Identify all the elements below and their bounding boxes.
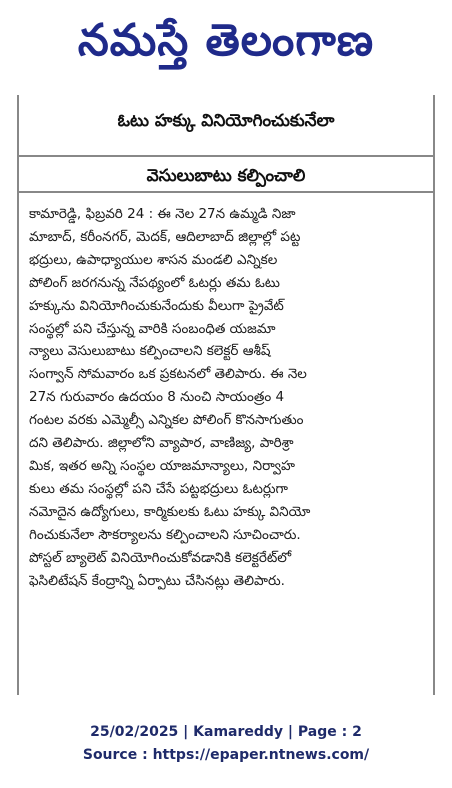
body-line: న్యాలు వెసులుబాటు కల్పించాలని కలెక్టర్ ఆశీష్	[29, 343, 271, 360]
body-line: దని తెలిపారు. జిల్లాలోని వ్యాపార, వాణిజ్య, పారిశ్రా	[29, 435, 294, 452]
body-line: ఫెసిలిటేషన్ కేంద్రాన్ని ఏర్పాటు చేసినట్లు తెలిపారు.	[29, 572, 285, 589]
body-line: నమోదైన ఉద్యోగులు, కార్మికులకు ఓటు హక్కు వినియో	[29, 503, 311, 520]
body-line: కామారెడ్డి, ఫిబ్రవరి 24 : ఈ నెల 27న ఉమ్మడి నిజా	[29, 206, 296, 222]
body-line: హక్కును వినియోగించుకునేందుకు వీలుగా ప్రైవేట్	[29, 297, 284, 314]
source-link: Source : https://epaper.ntnews.com/	[82, 747, 370, 763]
body-divider	[19, 191, 433, 193]
body-line: భద్రులు, ఉపాధ్యాయుల శాసన మండలి ఎన్నికల	[29, 251, 278, 268]
body-line: మాబాద్, కరీంనగర్, మెదక్, ఆదిలాబాద్ జిల్లాల్లో పట్ట	[29, 228, 301, 245]
body-line: గించుకునేలా సౌకర్యాలను కల్పించాలని సూచించారు.	[29, 526, 301, 543]
article-body	[29, 203, 423, 592]
headline-divider	[19, 155, 433, 157]
masthead	[0, 0, 452, 82]
body-line: సంగ్వాన్ సోమవారం ఒక ప్రకటనలో తెలిపారు. ఈ నెల	[29, 366, 307, 383]
headline-line-2: వెసులుబాటు కల్పించాలి	[146, 166, 306, 186]
article-clipping	[17, 95, 435, 695]
edition-info: 25/02/2025 | Kamareddy | Page : 2	[90, 724, 362, 740]
body-line: కులు తమ సంస్థల్లో పని చేసే పట్టభద్రులు ఓటర్లుగా	[29, 480, 288, 497]
body-line: సంస్థల్లో పని చేస్తున్న వారికి సంబంధిత యజమా	[29, 320, 276, 337]
body-line: పోలింగ్ జరగనున్న నేపథ్యంలో ఓటర్లు తమ ఓటు	[29, 274, 280, 291]
body-line: మిక, ఇతర అన్ని సంస్థల యాజమాన్యాలు, నిర్వాహ	[29, 457, 295, 474]
newspaper-logo: నమస్తే తెలంగాణ	[77, 15, 375, 66]
body-line: 27న గురువారం ఉదయం 8 నుంచి సాయంత్రం 4	[29, 389, 285, 406]
headline-line-1: ఓటు హక్కు వినియోగించుకునేలా	[117, 111, 335, 131]
body-line: పోస్టల్ బ్యాలెట్ వినియోగించుకోవడానికి కలెక్టరేట్‌లో	[29, 549, 292, 566]
body-line: గంటల వరకు ఎమ్మెల్సీ ఎన్నికల పోలింగ్ కొనసాగుతుం	[29, 412, 304, 429]
